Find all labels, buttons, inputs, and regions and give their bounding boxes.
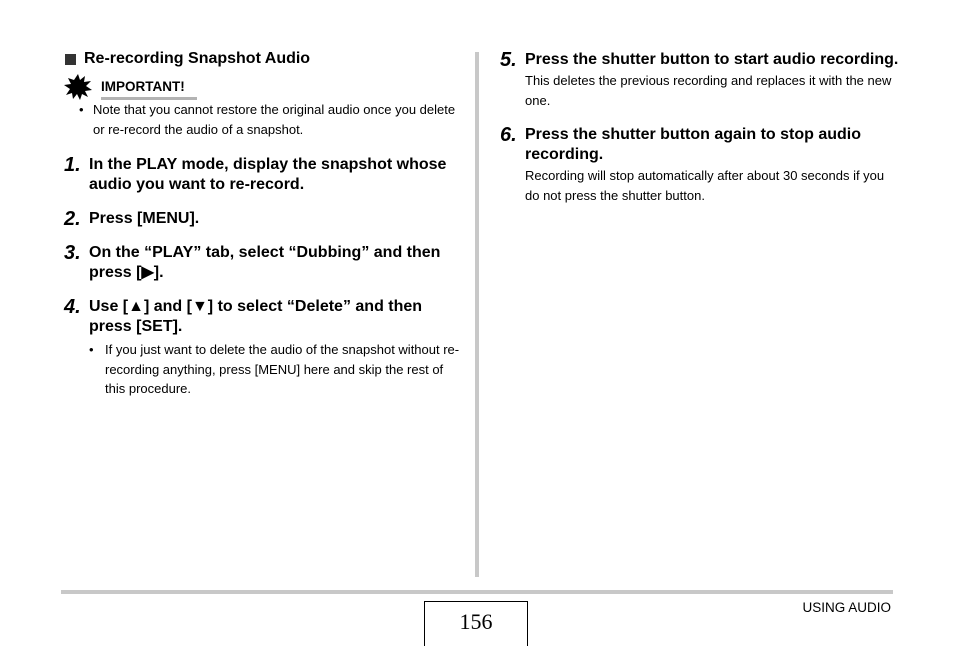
step-number: 1. xyxy=(64,154,81,176)
important-label: IMPORTANT! xyxy=(101,79,197,100)
important-note xyxy=(64,100,464,139)
step-title: Press the shutter button to start audio recording. xyxy=(525,51,899,68)
section-title: Re-recording Snapshot Audio xyxy=(84,50,311,67)
important-note-text: Note that you cannot restore the original audio once you delete or re-record the audio of a snapshot. xyxy=(93,102,456,137)
step-title: In the PLAY mode, display the snapshot whose audio you want to re-record. xyxy=(89,156,447,193)
step-description: This deletes the previous recording and replaces it with the new one. xyxy=(525,73,892,108)
step-number: 2. xyxy=(64,208,81,230)
step-number: 6. xyxy=(500,124,517,146)
step-2 xyxy=(64,209,464,229)
step-3 xyxy=(64,243,464,283)
bullet-dot-icon: • xyxy=(89,342,94,357)
step-1 xyxy=(64,155,464,195)
step-number: 5. xyxy=(500,49,517,71)
footer-rule xyxy=(61,590,893,594)
important-callout xyxy=(64,74,464,100)
step-number: 4. xyxy=(64,296,81,318)
step-description: Recording will stop automatically after about 30 seconds if you do not press the shutter button. xyxy=(525,168,885,203)
step-5 xyxy=(500,50,900,111)
step-title: Press the shutter button again to stop audio recording. xyxy=(525,126,862,163)
square-bullet-icon xyxy=(65,54,76,65)
step-4 xyxy=(64,297,464,399)
step-note-text: If you just want to delete the audio of the snapshot without re-recording anything, press [MENU] here and skip the rest of this procedure. xyxy=(105,342,460,396)
step-title: Use [▲] and [▼] to select “Delete” and then press [SET]. xyxy=(89,298,423,335)
right-column xyxy=(500,48,900,206)
step-title: Press [MENU]. xyxy=(89,210,200,227)
warning-burst-icon xyxy=(64,74,92,100)
page-number: 156 xyxy=(424,601,528,646)
step-number: 3. xyxy=(64,242,81,264)
column-divider xyxy=(475,52,479,577)
left-column xyxy=(64,48,464,399)
section-heading xyxy=(64,48,464,70)
step-note xyxy=(89,340,464,399)
step-6 xyxy=(500,125,900,206)
bullet-dot-icon: • xyxy=(79,102,84,117)
step-title: On the “PLAY” tab, select “Dubbing” and then press [▶]. xyxy=(89,244,441,281)
footer-section-label: USING AUDIO xyxy=(802,600,891,615)
